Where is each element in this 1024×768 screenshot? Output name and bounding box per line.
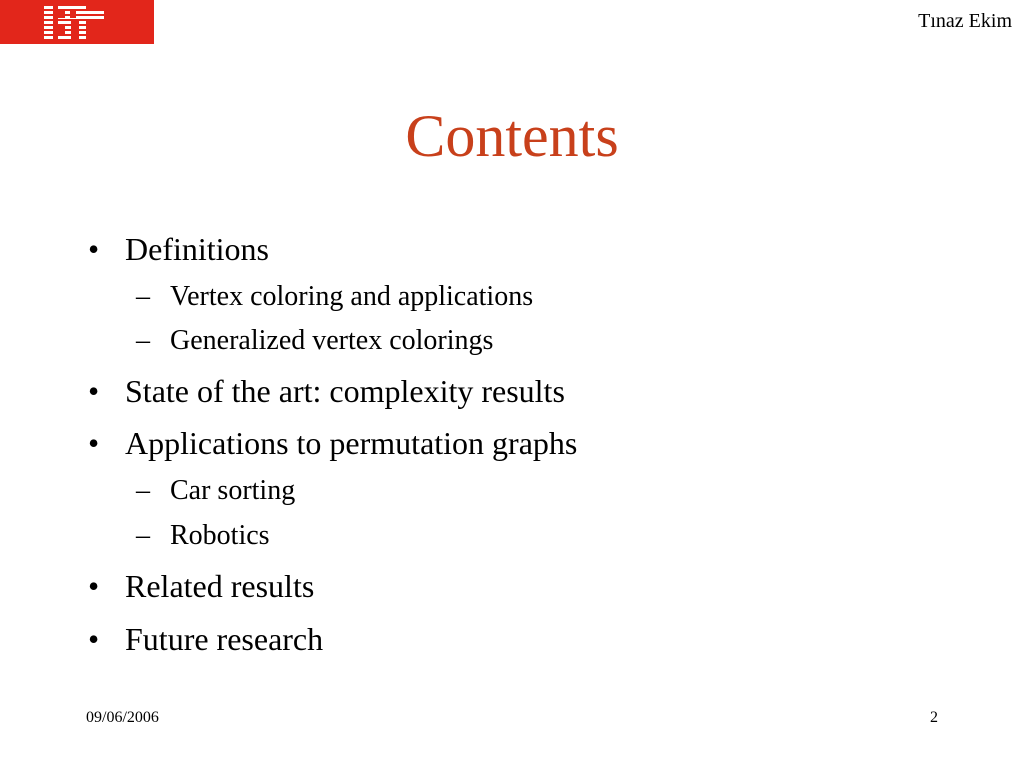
- list-item-label: Related results: [125, 568, 315, 604]
- list-subitem: [136, 474, 295, 508]
- bullet-marker: •: [88, 568, 100, 604]
- list-item-label: State of the art: complexity results: [125, 373, 565, 409]
- list-item: [88, 567, 314, 605]
- bullet-marker: •: [88, 621, 100, 657]
- list-item: [88, 620, 323, 658]
- list-item: [88, 372, 565, 410]
- dash-marker: –: [136, 325, 150, 356]
- list-subitem-label: Vertex coloring and applications: [170, 281, 534, 312]
- bullet-marker: •: [88, 231, 100, 267]
- bullet-marker: •: [88, 425, 100, 461]
- slide-date: 09/06/2006: [86, 709, 159, 726]
- page-number: 2: [930, 709, 938, 726]
- dash-marker: –: [136, 475, 150, 506]
- dash-marker: –: [136, 520, 150, 551]
- bullet-marker: •: [88, 373, 100, 409]
- list-subitem: [136, 280, 533, 314]
- list-item: [88, 424, 577, 462]
- list-item-label: Future research: [125, 621, 324, 657]
- author-name: Tınaz Ekim: [918, 10, 1012, 32]
- dash-marker: –: [136, 281, 150, 312]
- list-subitem-label: Car sorting: [170, 475, 296, 506]
- list-item-label: Definitions: [125, 231, 269, 267]
- list-subitem-label: Generalized vertex colorings: [170, 325, 494, 356]
- list-subitem-label: Robotics: [170, 520, 270, 551]
- list-item-label: Applications to permutation graphs: [125, 425, 578, 461]
- list-subitem: [136, 519, 270, 553]
- slide-title: Contents: [405, 103, 619, 169]
- list-subitem: [136, 324, 493, 358]
- list-item: [88, 230, 269, 268]
